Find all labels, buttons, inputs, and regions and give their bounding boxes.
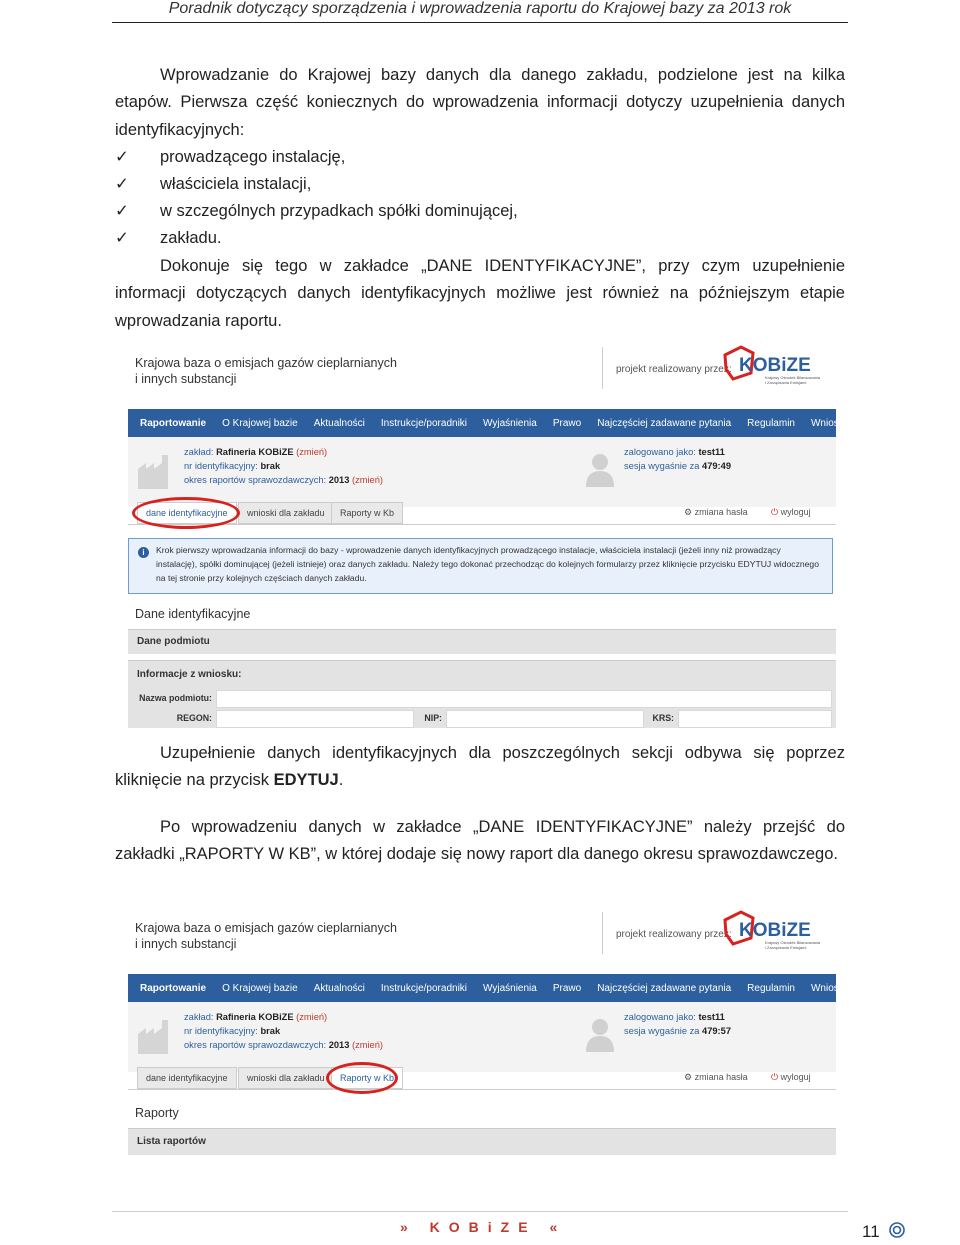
info-box: i Krok pierwszy wprowadzania informacji do bazy - wprowadzenie danych identyfikacyjnych prowadzącego instalacje, właściciela instalacji (jeżeli inny niż prowadzący instalację), spółki dominującej (jeżeli istnieje) oraz danych zakładu. Należy tego dokonać przechodząc do kolejnych formularzy przez kliknięcie przycisku EDYTUJ widocznego na tej stronie przy kolejnych częściach danych zakładu. bbox=[128, 538, 833, 594]
nav-item-raportowanie[interactable]: Raportowanie bbox=[140, 982, 207, 994]
id-line: nr identyfikacyjny: brak bbox=[184, 1026, 281, 1036]
user-bar bbox=[128, 437, 836, 507]
logout-link[interactable]: ⏻ wyloguj bbox=[771, 507, 811, 517]
nav-item-regulamin[interactable]: Regulamin bbox=[747, 982, 795, 994]
nav-item-wnioski[interactable]: Wnioski bbox=[810, 982, 846, 994]
nav-item-kontakt[interactable]: Kontakt bbox=[862, 982, 896, 994]
edit-keyword: EDYTUJ bbox=[273, 771, 339, 790]
nav-item-raportowanie[interactable]: Raportowanie bbox=[140, 417, 207, 429]
page-header bbox=[112, 0, 848, 23]
nav-item-prawo[interactable]: Prawo bbox=[552, 417, 582, 429]
project-label: projekt realizowany przez: bbox=[616, 364, 732, 375]
nav-item-instrukcje[interactable]: Instrukcje/poradniki bbox=[380, 982, 468, 994]
svg-text:i Zarządzania Emisjami: i Zarządzania Emisjami bbox=[765, 380, 807, 385]
tab-strip bbox=[128, 1065, 836, 1090]
nav-item-prawo[interactable]: Prawo bbox=[552, 982, 582, 994]
change-password-link[interactable]: ⚙ zmiana hasła bbox=[684, 1072, 748, 1082]
next-step-paragraph: Po wprowadzeniu danych w zakładce „DANE IDENTYFIKACYJNE” należy przejść do zakładki „RAPORTY W KB”, w której dodaje się nowy raport dla danego okresu sprawozdawczego. bbox=[115, 818, 845, 864]
info-icon: i bbox=[138, 547, 149, 558]
svg-text:i Zarządzania Emisjami: i Zarządzania Emisjami bbox=[765, 945, 807, 950]
user-line: zalogowano jako: test11 bbox=[624, 1012, 725, 1022]
divider bbox=[602, 912, 603, 954]
main-nav bbox=[128, 974, 896, 1002]
nav-item-instrukcje[interactable]: Instrukcje/poradniki bbox=[380, 417, 468, 429]
kobize-logo bbox=[723, 910, 833, 952]
tab-wnioski[interactable]: wnioski dla zakładu bbox=[238, 1067, 334, 1089]
nav-item-kontakt[interactable]: Kontakt bbox=[862, 417, 896, 429]
intro-paragraph-2: Dokonuje się tego w zakładce „DANE IDENTYFIKACYJNE”, przy czym uzupełnienie informacji dotyczących danych identyfikacyjnych możliwe jest również na późniejszym etapie wprowadzania raportu. bbox=[115, 257, 845, 330]
tab-raporty[interactable]: Raporty w Kb bbox=[331, 1067, 403, 1089]
session-line: sesja wygaśnie za 479:49 bbox=[624, 461, 731, 471]
nav-item-wyjasnienia[interactable]: Wyjaśnienia bbox=[483, 417, 537, 429]
svg-text:KOBiZE: KOBiZE bbox=[739, 920, 811, 941]
nav-item-aktualnosci[interactable]: Aktualności bbox=[313, 417, 365, 429]
section-title: Raporty bbox=[135, 1106, 179, 1120]
factory-icon bbox=[136, 451, 178, 491]
session-line: sesja wygaśnie za 479:57 bbox=[624, 1026, 731, 1036]
site-subtitle: i innych substancji bbox=[135, 372, 237, 386]
site-subtitle: i innych substancji bbox=[135, 937, 237, 951]
change-plant-link[interactable]: (zmień) bbox=[296, 447, 328, 457]
nav-item-regulamin[interactable]: Regulamin bbox=[747, 417, 795, 429]
header-title: Poradnik dotyczący sporządzenia i wprowadzenia raportu do Krajowej bazy za 2013 rok bbox=[168, 0, 792, 17]
user-bar bbox=[128, 1002, 836, 1072]
highlight-ring bbox=[132, 497, 240, 529]
screenshot-identification bbox=[128, 345, 896, 727]
check-icon: ✓ bbox=[115, 148, 129, 166]
regon-field[interactable] bbox=[216, 710, 414, 728]
factory-icon bbox=[136, 1016, 178, 1056]
period-line: okres raportów sprawozdawczych: 2013 (zmień) bbox=[184, 475, 383, 485]
krs-field[interactable] bbox=[678, 710, 832, 728]
tab-wnioski[interactable]: wnioski dla zakładu bbox=[238, 502, 334, 524]
tab-raporty[interactable]: Raporty w Kb bbox=[331, 502, 403, 524]
nav-item-faq[interactable]: Najczęściej zadawane pytania bbox=[597, 982, 732, 994]
section-bar: Dane podmiotu bbox=[128, 629, 836, 654]
nav-item-wnioski[interactable]: Wnioski bbox=[810, 417, 846, 429]
plant-line: zakład: Rafineria KOBiZE (zmień) bbox=[184, 447, 328, 457]
field-label-nip: NIP: bbox=[424, 713, 442, 723]
svg-text:Krajowy Ośrodek Bilansowania: Krajowy Ośrodek Bilansowania bbox=[765, 375, 821, 380]
nav-item-aktualnosci[interactable]: Aktualności bbox=[313, 982, 365, 994]
field-label-name: Nazwa podmiotu: bbox=[139, 693, 212, 703]
footer-divider bbox=[112, 1211, 848, 1212]
tab-dane-identyfikacyjne[interactable]: dane identyfikacyjne bbox=[137, 1067, 237, 1089]
site-title: Krajowa baza o emisjach gazów cieplarnianych bbox=[135, 356, 397, 370]
change-plant-link[interactable]: (zmień) bbox=[296, 1012, 328, 1022]
svg-text:Krajowy Ośrodek Bilansowania: Krajowy Ośrodek Bilansowania bbox=[765, 940, 821, 945]
divider bbox=[602, 347, 603, 389]
section-title: Dane identyfikacyjne bbox=[135, 607, 251, 621]
check-icon: ✓ bbox=[115, 229, 129, 247]
change-password-link[interactable]: ⚙ zmiana hasła bbox=[684, 507, 748, 517]
change-period-link[interactable]: (zmień) bbox=[351, 475, 383, 485]
highlight-ring bbox=[326, 1062, 398, 1094]
tab-dane-identyfikacyjne[interactable]: dane identyfikacyjne bbox=[137, 502, 237, 524]
user-line: zalogowano jako: test11 bbox=[624, 447, 725, 457]
intro-text: Wprowadzanie do Krajowej bazy danych dla danego zakładu, podzielone jest na kilka etapów. Pierwsza część koniecznych do wprowadzenia informacji dotyczy uzupełnienia danych identyfikacyjnych: bbox=[115, 66, 845, 139]
main-nav bbox=[128, 409, 896, 437]
intro-paragraph bbox=[115, 62, 845, 144]
target-icon bbox=[889, 1222, 905, 1238]
field-label-regon: REGON: bbox=[176, 713, 212, 723]
edit-paragraph: Uzupełnienie danych identyfikacyjnych dla poszczególnych sekcji odbywa się poprzez kliknięcie na przycisk EDYTUJ. bbox=[115, 744, 845, 790]
form-panel: Informacje z wniosku: bbox=[128, 660, 836, 728]
screenshot-reports bbox=[128, 910, 896, 1156]
project-label: projekt realizowany przez: bbox=[616, 929, 732, 940]
kobize-logo bbox=[723, 345, 833, 387]
nav-item-faq[interactable]: Najczęściej zadawane pytania bbox=[597, 417, 732, 429]
section-bar: Lista raportów bbox=[128, 1128, 836, 1155]
check-icon: ✓ bbox=[115, 175, 129, 193]
page-number: 11 bbox=[862, 1222, 880, 1241]
nav-item-o-bazie[interactable]: O Krajowej bazie bbox=[222, 982, 298, 994]
change-period-link[interactable]: (zmień) bbox=[351, 1040, 383, 1050]
nav-item-wyjasnienia[interactable]: Wyjaśnienia bbox=[483, 982, 537, 994]
plant-line: zakład: Rafineria KOBiZE (zmień) bbox=[184, 1012, 328, 1022]
avatar bbox=[584, 1016, 616, 1052]
id-line: nr identyfikacyjny: brak bbox=[184, 461, 281, 471]
period-line: okres raportów sprawozdawczych: 2013 (zmień) bbox=[184, 1040, 383, 1050]
logout-link[interactable]: ⏻ wyloguj bbox=[771, 1072, 811, 1082]
check-icon: ✓ bbox=[115, 202, 129, 220]
avatar bbox=[584, 451, 616, 487]
nip-field[interactable] bbox=[446, 710, 644, 728]
nav-item-o-bazie[interactable]: O Krajowej bazie bbox=[222, 417, 298, 429]
svg-text:KOBiZE: KOBiZE bbox=[739, 355, 811, 376]
logout-icon: ⏻ bbox=[771, 1072, 779, 1082]
logout-icon: ⏻ bbox=[771, 507, 779, 517]
name-field[interactable] bbox=[216, 690, 832, 708]
site-title: Krajowa baza o emisjach gazów cieplarnianych bbox=[135, 921, 397, 935]
footer-brand: » KOBiZE « bbox=[400, 1219, 567, 1235]
field-label-krs: KRS: bbox=[652, 713, 674, 723]
